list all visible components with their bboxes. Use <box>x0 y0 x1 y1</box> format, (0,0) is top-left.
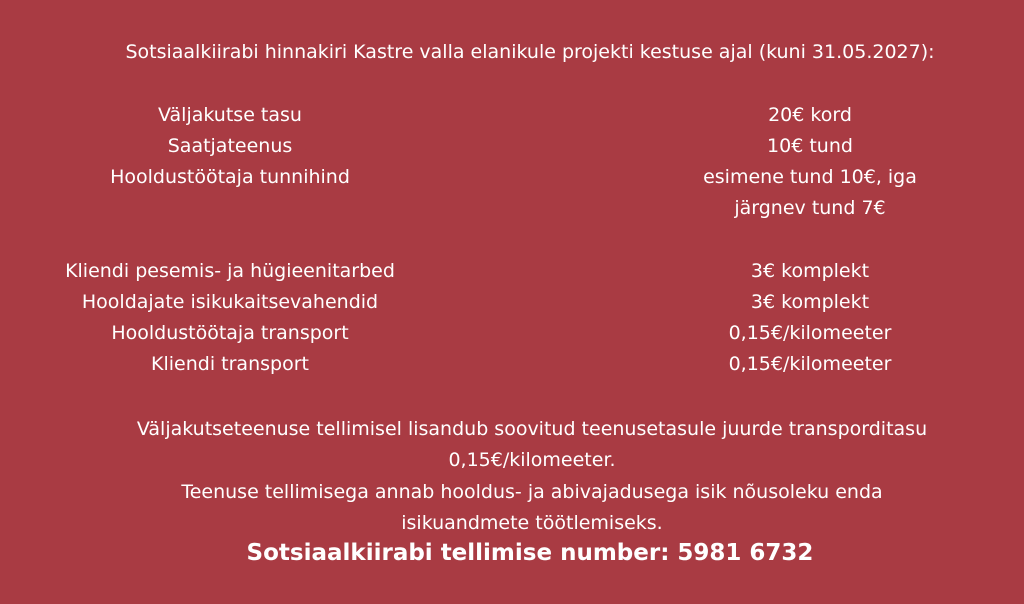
page-title: Sotsiaalkiirabi hinnakiri Kastre valla elanikule projekti kestuse ajal (kuni 31.05.2027): <box>125 41 935 63</box>
price-label-caregiver-hourly: Hooldustöötaja tunnihind <box>110 166 350 188</box>
group2-values <box>590 256 1024 386</box>
price-label-callout-fee: Väljakutse tasu <box>158 104 302 126</box>
price-value-hygiene-supplies: 3€ komplekt <box>750 260 870 282</box>
price-value-escort-service: 10€ tund <box>767 135 853 157</box>
price-label-caregiver-transport: Hooldustöötaja transport <box>111 322 349 344</box>
price-value-client-transport: 0,15€/kilomeeter <box>728 353 892 375</box>
group2-labels <box>0 256 460 386</box>
price-label-protective-equipment: Hooldajate isikukaitsevahendid <box>81 291 379 313</box>
consent-note: Teenuse tellimisega annab hooldus- ja abivajadusega isik nõusoleku enda isikuandmete töötlemiseks. <box>181 481 883 534</box>
order-phone-line: Sotsiaalkiirabi tellimise number: 5981 6732 <box>246 540 814 566</box>
price-label-hygiene-supplies: Kliendi pesemis- ja hügieenitarbed <box>65 260 395 282</box>
price-value-protective-equipment: 3€ komplekt <box>750 291 870 313</box>
price-label-client-transport: Kliendi transport <box>151 353 309 375</box>
price-value-caregiver-transport: 0,15€/kilomeeter <box>728 322 892 344</box>
price-value-caregiver-hourly: esimene tund 10€, iga järgnev tund 7€ <box>703 166 917 219</box>
price-label-escort-service: Saatjateenus <box>167 135 293 157</box>
group1-values <box>590 100 1024 230</box>
transport-note: Väljakutseteenuse tellimisel lisandub soovitud teenusetasule juurde transporditasu 0,15€/kilomeeter. <box>136 418 928 471</box>
group1-labels <box>0 100 460 220</box>
price-value-callout-fee: 20€ kord <box>768 104 852 126</box>
